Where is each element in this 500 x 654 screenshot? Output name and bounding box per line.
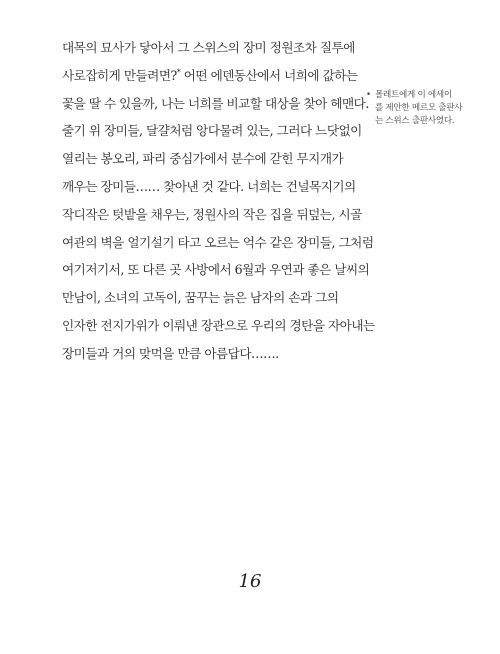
footnote-marker: *	[176, 67, 181, 77]
body-line	[62, 62, 358, 90]
body-line: 깨우는 장미들…… 찾아낸 것 같다. 너희는 건널목지기의	[62, 178, 356, 194]
body-line: 인자한 전지가위가 이뤄낸 장관으로 우리의 경탄을 자아내는	[62, 317, 375, 333]
body-line: 대목의 묘사가 닿아서 그 스위스의 장미 정원조차 질투에	[62, 40, 355, 55]
body-line-segment: 어떤 에덴동산에서 너희에 값하는	[180, 67, 358, 83]
body-line: 꽃을 딸 수 있을까, 나는 너희를 비교할 대상을 찾아 헤맨다.	[62, 95, 369, 111]
body-line: 만남이, 소녀의 고독이, 꿈꾸는 늙은 남자의 손과 그의	[62, 290, 339, 306]
side-note	[366, 89, 463, 128]
body-text	[62, 34, 375, 368]
side-note-text: 몰레트에게 이 에세이	[375, 90, 452, 100]
side-note-line: 는 스위스 출판사였다.	[375, 116, 455, 126]
body-line-segment: 사로잡히게 만들려면?	[62, 67, 177, 83]
body-line: 작디작은 텃밭을 채우는, 정원사의 작은 집을 뒤덮는, 시골	[62, 206, 362, 222]
body-line: 여관의 벽을 얼기설기 타고 오르는 억수 같은 장미들, 그처럼	[62, 234, 374, 250]
body-line: 줄기 위 장미들, 달걀처럼 앙다물려 있는, 그러다 느닷없이	[62, 123, 362, 139]
body-line: 장미들과 거의 맞먹을 만큼 아름답다…….	[62, 345, 279, 361]
footnote-bullet: •	[366, 90, 371, 100]
body-line: 열리는 봉오리, 파리 중심가에서 분수에 갇힌 무지개가	[62, 151, 344, 167]
side-note-line: 를 제안한 메르모 출판사	[375, 103, 463, 113]
side-note-line	[366, 89, 456, 102]
page-number: 16	[238, 571, 262, 592]
body-line: 여기저기서, 또 다른 곳 사방에서 6월과 우연과 좋은 날씨의	[62, 262, 370, 278]
